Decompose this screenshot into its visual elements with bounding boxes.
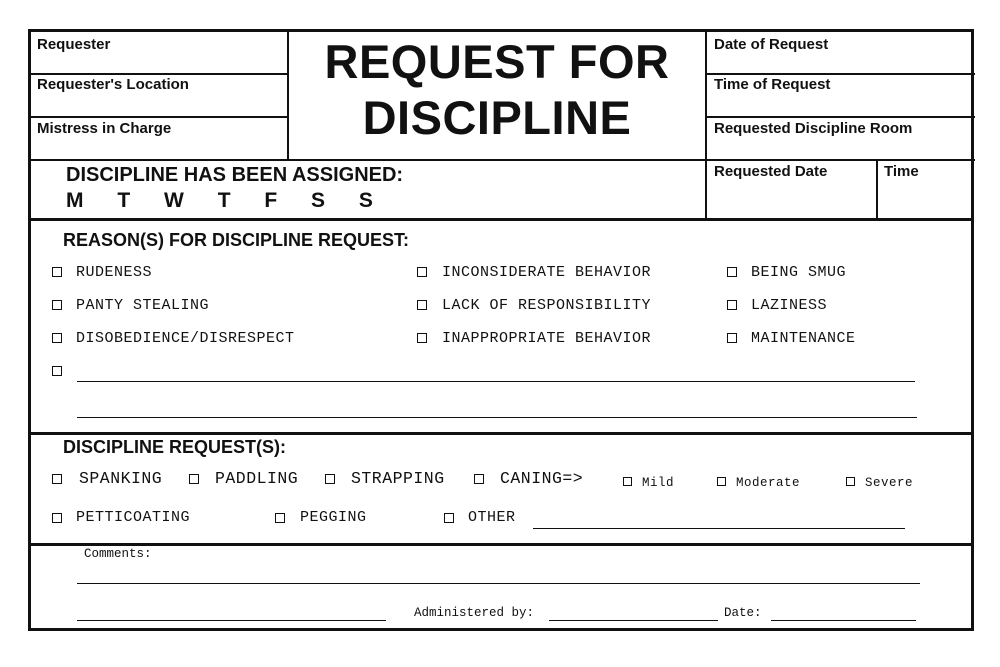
mistress-in-charge-label: Mistress in Charge: [37, 120, 172, 137]
request-paddling-checkbox[interactable]: [189, 474, 199, 484]
reason-lack-of-responsibility-label: LACK OF RESPONSIBILITY: [442, 297, 652, 314]
comments-label: Comments:: [84, 547, 152, 561]
requested-room-label: Requested Discipline Room: [714, 120, 913, 137]
reason-laziness-label: LAZINESS: [751, 297, 828, 314]
requested-date-label: Requested Date: [714, 163, 828, 180]
reason-laziness-checkbox[interactable]: [727, 300, 737, 310]
requested-room-field[interactable]: [714, 140, 969, 157]
requester-location-label: Requester's Location: [37, 76, 189, 93]
requested-date-field[interactable]: [714, 184, 872, 214]
section-divider: [31, 432, 974, 435]
assigned-days: [66, 189, 373, 213]
field-divider: [31, 159, 707, 161]
administered-by-line[interactable]: [549, 620, 718, 621]
field-divider: [705, 159, 975, 161]
date-time-divider: [876, 159, 878, 218]
day-thursday[interactable]: T: [217, 189, 231, 212]
request-petticoating-checkbox[interactable]: [52, 513, 62, 523]
time-of-request-label: Time of Request: [714, 76, 831, 93]
reason-inconsiderate-label: INCONSIDERATE BEHAVIOR: [442, 264, 652, 281]
request-form: [28, 29, 974, 631]
section-divider: [31, 218, 974, 221]
day-tuesday[interactable]: T: [117, 189, 131, 212]
requester-label: Requester: [37, 36, 111, 53]
severity-severe-label: Severe: [865, 476, 914, 490]
day-saturday[interactable]: S: [311, 189, 326, 212]
date-line[interactable]: [771, 620, 916, 621]
form-title-line-2: DISCIPLINE: [362, 91, 632, 144]
reason-maintenance-label: MAINTENANCE: [751, 330, 856, 347]
severity-mild-checkbox[interactable]: [623, 477, 632, 486]
reason-inappropriate-label: INAPPROPRIATE BEHAVIOR: [442, 330, 652, 347]
reason-disobedience-checkbox[interactable]: [52, 333, 62, 343]
severity-severe-checkbox[interactable]: [846, 477, 855, 486]
severity-moderate-label: Moderate: [736, 476, 801, 490]
time-label: Time: [884, 163, 919, 180]
request-spanking-label: SPANKING: [79, 469, 163, 488]
reason-inappropriate-checkbox[interactable]: [417, 333, 427, 343]
request-pegging-checkbox[interactable]: [275, 513, 285, 523]
reason-other-line-2[interactable]: [77, 417, 917, 418]
request-pegging-label: PEGGING: [300, 509, 367, 526]
reason-being-smug-checkbox[interactable]: [727, 267, 737, 277]
request-other-label: OTHER: [468, 509, 516, 526]
reason-other-line[interactable]: [77, 381, 915, 382]
requests-heading: DISCIPLINE REQUEST(S):: [63, 437, 287, 457]
reason-being-smug-label: BEING SMUG: [751, 264, 847, 281]
time-of-request-field[interactable]: [714, 96, 969, 114]
request-other-line[interactable]: [533, 528, 905, 529]
reason-rudeness-label: RUDENESS: [76, 264, 153, 281]
administered-by-label: Administered by:: [414, 606, 535, 620]
reason-maintenance-checkbox[interactable]: [727, 333, 737, 343]
request-paddling-label: PADDLING: [215, 469, 299, 488]
header-divider-right: [705, 32, 707, 218]
request-strapping-checkbox[interactable]: [325, 474, 335, 484]
reason-lack-of-responsibility-checkbox[interactable]: [417, 300, 427, 310]
request-petticoating-label: PETTICOATING: [76, 509, 191, 526]
day-sunday[interactable]: S: [358, 189, 373, 212]
requester-field[interactable]: [37, 56, 281, 72]
day-wednesday[interactable]: W: [164, 189, 184, 212]
requester-location-field[interactable]: [37, 96, 281, 114]
field-divider: [705, 73, 975, 75]
time-field[interactable]: [884, 184, 970, 214]
field-divider: [705, 116, 975, 118]
mistress-in-charge-field[interactable]: [37, 140, 281, 157]
request-other-checkbox[interactable]: [444, 513, 454, 523]
comments-line[interactable]: [77, 583, 920, 584]
comments-line-2[interactable]: [77, 620, 386, 621]
day-friday[interactable]: F: [264, 189, 278, 212]
day-monday[interactable]: M: [66, 189, 84, 212]
reason-rudeness-checkbox[interactable]: [52, 267, 62, 277]
request-caning-checkbox[interactable]: [474, 474, 484, 484]
request-caning-label: CANING=>: [500, 469, 584, 488]
reason-panty-stealing-checkbox[interactable]: [52, 300, 62, 310]
severity-moderate-checkbox[interactable]: [717, 477, 726, 486]
reason-disobedience-label: DISOBEDIENCE/DISRESPECT: [76, 330, 295, 347]
field-divider: [31, 73, 287, 75]
form-title-line-1: REQUEST FOR: [324, 35, 670, 88]
date-of-request-field[interactable]: [714, 56, 969, 72]
reason-other-checkbox[interactable]: [52, 366, 62, 376]
assigned-heading: DISCIPLINE HAS BEEN ASSIGNED:: [66, 164, 404, 186]
severity-mild-label: Mild: [642, 476, 675, 490]
reasons-heading: REASON(S) FOR DISCIPLINE REQUEST:: [63, 230, 410, 250]
date-label: Date:: [724, 606, 762, 620]
reason-panty-stealing-label: PANTY STEALING: [76, 297, 210, 314]
request-strapping-label: STRAPPING: [351, 469, 445, 488]
field-divider: [31, 116, 287, 118]
reason-inconsiderate-checkbox[interactable]: [417, 267, 427, 277]
request-spanking-checkbox[interactable]: [52, 474, 62, 484]
date-of-request-label: Date of Request: [714, 36, 829, 53]
section-divider: [31, 543, 974, 546]
